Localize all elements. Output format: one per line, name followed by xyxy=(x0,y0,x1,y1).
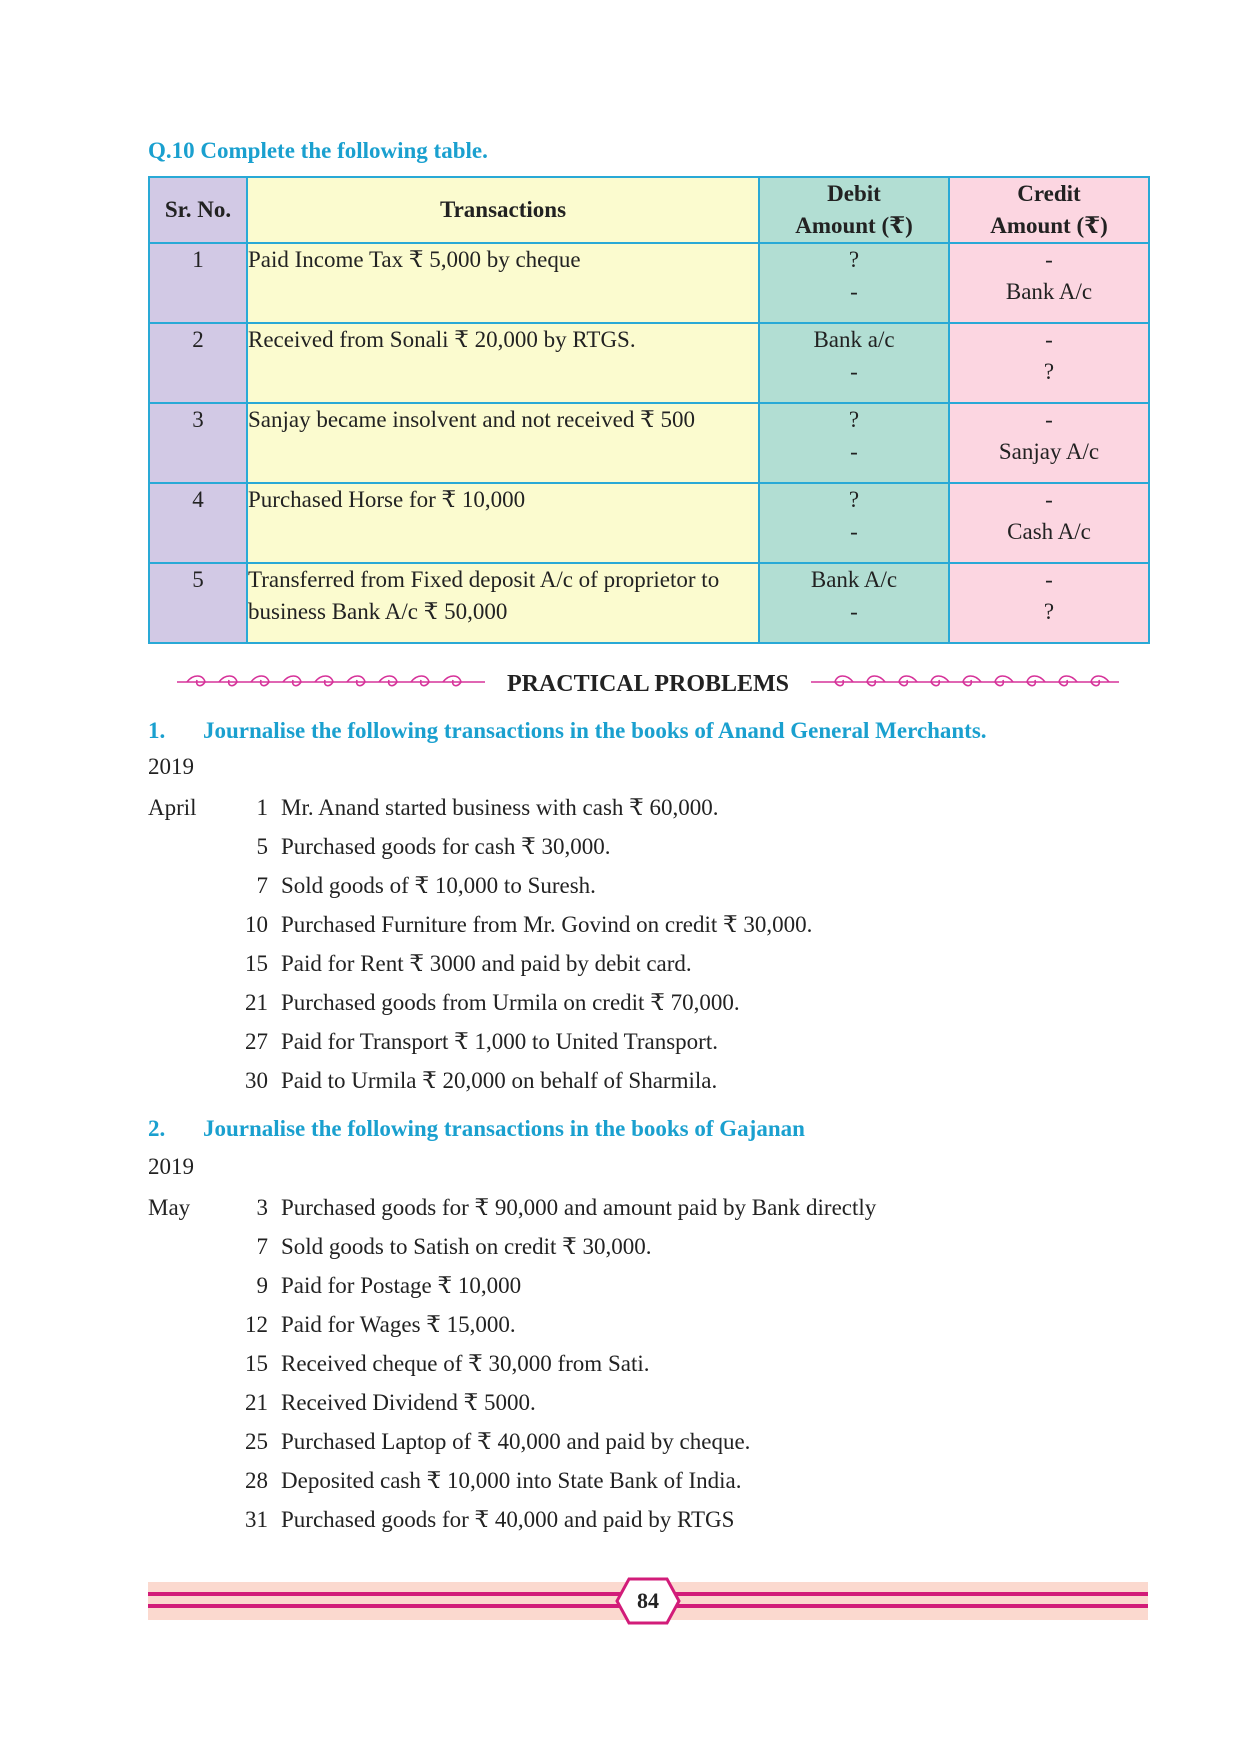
table-row xyxy=(149,483,1149,563)
entry-month: May xyxy=(148,1195,191,1220)
entry-text: Deposited cash ₹ 10,000 into State Bank of India. xyxy=(281,1468,742,1493)
debit-line: - xyxy=(850,359,858,384)
entry-text: Paid for Rent ₹ 3000 and paid by debit card. xyxy=(281,951,692,976)
row-credit xyxy=(949,483,1149,563)
entry-month: April xyxy=(148,795,197,820)
row-debit xyxy=(759,483,949,563)
entry-day: 7 xyxy=(256,873,268,898)
entry-day: 1 xyxy=(256,795,268,820)
entry-text: Purchased Laptop of ₹ 40,000 and paid by cheque. xyxy=(281,1429,751,1454)
debit-line: ? xyxy=(848,407,860,432)
entry-day: 25 xyxy=(245,1429,268,1454)
row-transaction: Sanjay became insolvent and not received ₹ 500 xyxy=(247,403,759,483)
credit-line: ? xyxy=(1043,359,1055,384)
row-credit xyxy=(949,243,1149,323)
entry-day: 10 xyxy=(245,912,268,937)
entry-day: 21 xyxy=(245,1390,268,1415)
question-title: Q.10 Complete the following table. xyxy=(148,138,488,163)
problem-2-entries xyxy=(148,1193,1048,1544)
ornament-left-icon xyxy=(173,674,493,695)
page-number: 84 xyxy=(637,1588,659,1613)
list-item xyxy=(148,1193,1048,1232)
list-item xyxy=(148,1232,1048,1271)
entry-text: Sold goods to Satish on credit ₹ 30,000. xyxy=(281,1234,652,1259)
list-item xyxy=(148,1505,1048,1544)
table-row xyxy=(149,563,1149,643)
problem-2-year: 2019 xyxy=(148,1154,194,1179)
entry-day: 12 xyxy=(245,1312,268,1337)
table-row xyxy=(149,243,1149,323)
transactions-table xyxy=(148,176,1150,644)
entry-text: Purchased goods for ₹ 90,000 and amount paid by Bank directly xyxy=(281,1195,877,1220)
entry-text: Purchased goods for ₹ 40,000 and paid by RTGS xyxy=(281,1507,735,1532)
row-debit xyxy=(759,243,949,323)
row-transaction: Received from Sonali ₹ 20,000 by RTGS. xyxy=(247,323,759,403)
row-debit xyxy=(759,323,949,403)
list-item xyxy=(148,1310,1048,1349)
row-sr-no: 2 xyxy=(149,323,247,403)
entry-text: Mr. Anand started business with cash ₹ 60,000. xyxy=(281,795,719,820)
entry-day: 27 xyxy=(245,1029,268,1054)
page-footer xyxy=(148,1578,1148,1624)
table-row xyxy=(149,323,1149,403)
row-debit xyxy=(759,403,949,483)
row-credit xyxy=(949,403,1149,483)
header-debit-amount xyxy=(759,177,949,243)
row-sr-no: 1 xyxy=(149,243,247,323)
credit-line: Bank A/c xyxy=(1005,279,1093,304)
entry-text: Purchased goods from Urmila on credit ₹ 70,000. xyxy=(281,990,740,1015)
list-item xyxy=(148,793,1048,832)
credit-line: - xyxy=(1045,487,1053,512)
debit-line: Bank a/c xyxy=(813,327,895,352)
entry-day: 5 xyxy=(256,834,268,859)
entry-text: Received cheque of ₹ 30,000 from Sati. xyxy=(281,1351,650,1376)
header-transactions: Transactions xyxy=(247,177,759,243)
list-item xyxy=(148,988,1048,1027)
credit-line: ? xyxy=(1043,599,1055,624)
swirl-left-icon xyxy=(173,674,493,690)
row-transaction: Transferred from Fixed deposit A/c of proprietor to business Bank A/c ₹ 50,000 xyxy=(247,563,759,643)
entry-text: Paid to Urmila ₹ 20,000 on behalf of Sharmila. xyxy=(281,1068,718,1093)
problem-2-number: 2. xyxy=(148,1116,166,1141)
row-transaction: Purchased Horse for ₹ 10,000 xyxy=(247,483,759,563)
entry-day: 15 xyxy=(245,1351,268,1376)
entry-day: 15 xyxy=(245,951,268,976)
entry-day: 31 xyxy=(245,1507,268,1532)
problem-1-entries xyxy=(148,793,1048,1105)
debit-line: ? xyxy=(848,487,860,512)
list-item xyxy=(148,832,1048,871)
entry-day: 9 xyxy=(256,1273,268,1298)
entry-day: 3 xyxy=(256,1195,268,1220)
row-sr-no: 4 xyxy=(149,483,247,563)
entry-day: 30 xyxy=(245,1068,268,1093)
credit-line: - xyxy=(1045,567,1053,592)
list-item xyxy=(148,1466,1048,1505)
header-debit-line2: Amount (₹) xyxy=(795,213,913,238)
practical-problems-title: PRACTICAL PROBLEMS xyxy=(506,670,790,697)
debit-line: - xyxy=(850,439,858,464)
entry-text: Paid for Wages ₹ 15,000. xyxy=(281,1312,516,1337)
header-credit-line2: Amount (₹) xyxy=(990,213,1108,238)
practical-problems-banner xyxy=(148,666,1148,702)
row-sr-no: 3 xyxy=(149,403,247,483)
entry-day: 28 xyxy=(245,1468,268,1493)
problem-1-heading xyxy=(148,718,987,744)
header-credit-line1: Credit xyxy=(1017,181,1081,206)
header-debit-line1: Debit xyxy=(827,181,881,206)
list-item xyxy=(148,1066,1048,1105)
list-item xyxy=(148,1349,1048,1388)
row-credit xyxy=(949,323,1149,403)
list-item xyxy=(148,910,1048,949)
credit-line: Cash A/c xyxy=(1007,519,1091,544)
problem-2-heading xyxy=(148,1116,805,1142)
entry-day: 21 xyxy=(245,990,268,1015)
table-row xyxy=(149,403,1149,483)
entry-text: Paid for Postage ₹ 10,000 xyxy=(281,1273,522,1298)
entry-text: Sold goods of ₹ 10,000 to Suresh. xyxy=(281,873,596,898)
row-debit xyxy=(759,563,949,643)
table-header-row xyxy=(149,177,1149,243)
list-item xyxy=(148,1271,1048,1310)
list-item xyxy=(148,1027,1048,1066)
debit-line: - xyxy=(850,599,858,624)
problem-1-text: Journalise the following transactions in the books of Anand General Merchants. xyxy=(203,718,987,743)
credit-line: - xyxy=(1045,327,1053,352)
credit-line: Sanjay A/c xyxy=(998,439,1100,464)
debit-line: Bank A/c xyxy=(810,567,898,592)
list-item xyxy=(148,1427,1048,1466)
credit-line: - xyxy=(1045,407,1053,432)
entry-text: Paid for Transport ₹ 1,000 to United Transport. xyxy=(281,1029,718,1054)
problem-2-text: Journalise the following transactions in the books of Gajanan xyxy=(203,1116,805,1141)
debit-line: ? xyxy=(848,247,860,272)
entry-text: Purchased Furniture from Mr. Govind on credit ₹ 30,000. xyxy=(281,912,813,937)
problem-1-number: 1. xyxy=(148,718,166,743)
entry-text: Received Dividend ₹ 5000. xyxy=(281,1390,536,1415)
list-item xyxy=(148,1388,1048,1427)
swirl-right-icon xyxy=(803,674,1123,690)
page-number-badge xyxy=(615,1576,681,1626)
ornament-right-icon xyxy=(803,674,1123,695)
entry-day: 7 xyxy=(256,1234,268,1259)
header-credit-amount xyxy=(949,177,1149,243)
row-credit xyxy=(949,563,1149,643)
entry-text: Purchased goods for cash ₹ 30,000. xyxy=(281,834,611,859)
debit-line: - xyxy=(850,279,858,304)
row-sr-no: 5 xyxy=(149,563,247,643)
debit-line: - xyxy=(850,519,858,544)
list-item xyxy=(148,871,1048,910)
credit-line: - xyxy=(1045,247,1053,272)
list-item xyxy=(148,949,1048,988)
header-sr-no: Sr. No. xyxy=(149,177,247,243)
row-transaction: Paid Income Tax ₹ 5,000 by cheque xyxy=(247,243,759,323)
problem-1-year: 2019 xyxy=(148,754,194,779)
